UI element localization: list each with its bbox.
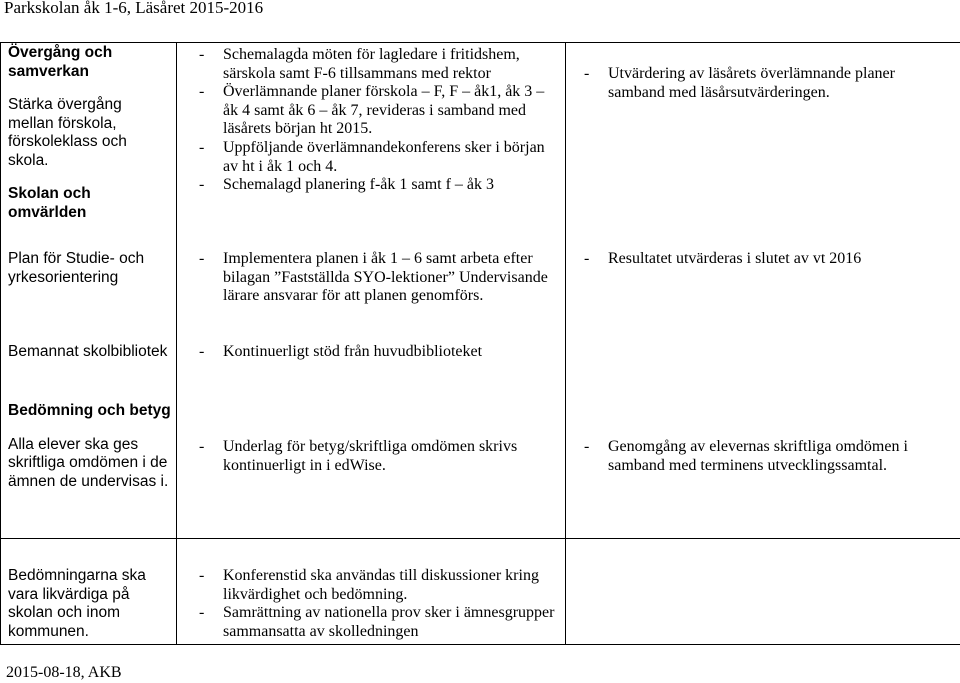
cell-r3-c1 xyxy=(8,343,168,362)
bullet-r4-c3-1 xyxy=(584,438,924,475)
goal-text-library: Bemannat skolbibliotek xyxy=(8,343,168,360)
bullet-r4-c2-1 xyxy=(199,438,557,475)
cell-r1-c1 xyxy=(8,44,168,222)
column-divider-1 xyxy=(176,42,177,644)
bullet-dash: - xyxy=(199,250,205,267)
bullet-r1-c3-1 xyxy=(584,65,924,102)
goal-text-syo: Plan för Studie- och yrkesorientering xyxy=(8,250,145,286)
bullet-dash: - xyxy=(584,250,590,267)
bullet-r1-c2-1 xyxy=(199,46,557,83)
bullet-text: Resultatet utvärderas i slutet av vt 2016 xyxy=(608,250,862,267)
bullet-dash: - xyxy=(199,343,205,360)
table-border-bottom xyxy=(0,644,960,645)
bullet-dash: - xyxy=(199,46,205,63)
bullet-dash: - xyxy=(199,176,205,193)
bullet-text: Implementera planen i åk 1 – 6 samt arbeta efter bilagan ”Fastställda SYO-lektioner” Undervisande lärare ansvarar för att planen genomförs. xyxy=(223,250,548,304)
goal-text-transition: Stärka övergång mellan förskola, förskoleklass och skola. xyxy=(8,96,127,169)
section-heading-world: Skolan och omvärlden xyxy=(8,185,91,221)
bullet-r2-c3-1 xyxy=(584,250,954,269)
table-border-middle xyxy=(0,538,960,539)
section-heading-transition: Övergång och samverkan xyxy=(8,44,113,80)
bullet-dash: - xyxy=(199,139,205,156)
bullet-text: Överlämnande planer förskola – F, F – åk1, åk 3 – åk 4 samt åk 6 – åk 7, revideras i samband med läsårets början ht 2015. xyxy=(223,83,545,137)
bullet-text: Underlag för betyg/skriftliga omdömen skrivs kontinuerligt in i edWise. xyxy=(223,438,518,474)
bullet-text: Schemalagda möten för lagledare i fritidshem, särskola samt F-6 tillsammans med rektor xyxy=(223,46,520,82)
bullet-text: Samrättning av nationella prov sker i ämnesgrupper sammansatta av skolledningen xyxy=(223,604,555,640)
table-border-left xyxy=(0,42,1,644)
bullet-r1-c2-2 xyxy=(199,83,557,139)
bullet-text: Kontinuerligt stöd från huvudbiblioteket xyxy=(223,343,483,360)
bullet-r1-c2-4 xyxy=(199,176,557,195)
bullet-r2-c2-1 xyxy=(199,250,557,306)
bullet-text: Uppföljande överlämnandekonferens sker i början av ht i åk 1 och 4. xyxy=(223,139,545,175)
bullet-r5-c2-2 xyxy=(199,604,557,641)
bullet-dash: - xyxy=(199,604,205,621)
table-border-top xyxy=(0,42,960,43)
cell-r2-c1 xyxy=(8,250,168,287)
bullet-r3-c2-1 xyxy=(199,343,557,362)
section-heading-assessment: Bedömning och betyg xyxy=(8,402,171,419)
bullet-text: Schemalagd planering f-åk 1 samt f – åk 3 xyxy=(223,176,495,193)
bullet-text: Genomgång av elevernas skriftliga omdömen i samband med terminens utvecklingssamtal. xyxy=(608,438,908,474)
bullet-text: Utvärdering av läsårets överlämnande planer samband med läsårsutvärderingen. xyxy=(608,65,895,101)
document-header: Parkskolan åk 1-6, Läsåret 2015-2016 xyxy=(4,0,264,17)
bullet-dash: - xyxy=(199,438,205,455)
goal-text-assessment: Alla elever ska ges skriftliga omdömen i de ämnen de undervisas i. xyxy=(8,435,169,490)
bullet-dash: - xyxy=(199,83,205,100)
bullet-dash: - xyxy=(584,438,590,455)
goal-text-equivalence: Bedömningarna ska vara likvärdiga på skolan och inom kommunen. xyxy=(8,567,146,640)
bullet-dash: - xyxy=(199,567,205,584)
cell-r4-c1 xyxy=(8,402,173,491)
column-divider-2 xyxy=(565,42,566,644)
bullet-dash: - xyxy=(584,65,590,82)
bullet-r5-c2-1 xyxy=(199,567,557,604)
document-footer: 2015-08-18, AKB xyxy=(6,664,122,681)
bullet-text: Konferenstid ska användas till diskussioner kring likvärdighet och bedömning. xyxy=(223,567,539,603)
bullet-r1-c2-3 xyxy=(199,139,557,176)
cell-r5-c1 xyxy=(8,567,168,641)
